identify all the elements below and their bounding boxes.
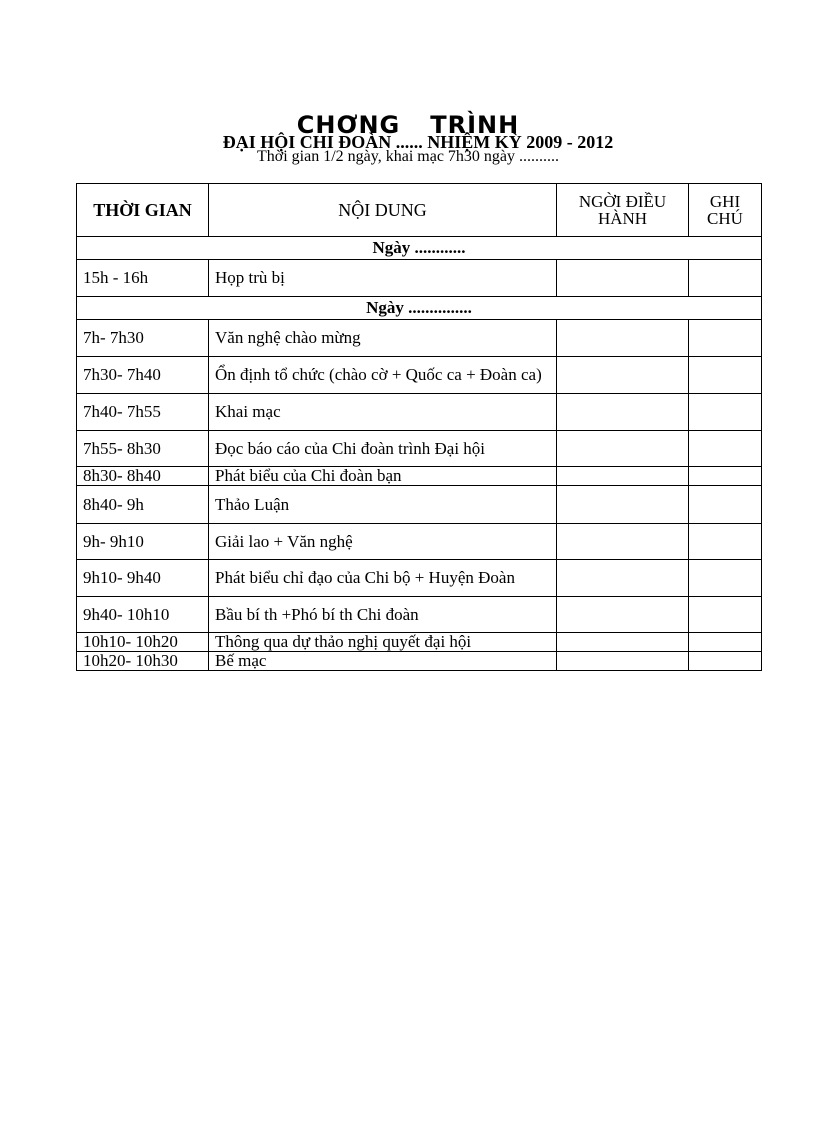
title-word-2: TRÌNH: [430, 111, 520, 139]
note-cell: [689, 320, 762, 357]
content-cell: Phát biểu của Chi đoàn bạn: [209, 467, 557, 486]
table-row: [77, 486, 762, 524]
column-header-operator: [557, 184, 689, 237]
table-row: [77, 260, 762, 297]
operator-cell: [557, 633, 689, 652]
note-cell: [689, 486, 762, 524]
time-cell: 9h10- 9h40: [77, 560, 209, 597]
note-cell: [689, 597, 762, 633]
table-row: [77, 633, 762, 652]
table-row: [77, 467, 762, 486]
time-cell: 8h40- 9h: [77, 486, 209, 524]
note-cell: [689, 633, 762, 652]
time-cell: 9h40- 10h10: [77, 597, 209, 633]
time-cell: 10h20- 10h30: [77, 652, 209, 671]
note-cell: [689, 394, 762, 431]
time-info: Thời gian 1/2 ngày, khai mạc 7h30 ngày ..........: [256, 148, 560, 165]
column-header-note-line2: CHÚ: [707, 209, 743, 228]
table-row: [77, 524, 762, 560]
column-header-operator-line1: NGỜI ĐIỀU: [578, 192, 667, 211]
time-cell: 7h55- 8h30: [77, 431, 209, 467]
operator-cell: [557, 357, 689, 394]
content-cell: Bế mạc: [209, 652, 557, 671]
operator-cell: [557, 394, 689, 431]
operator-cell: [557, 431, 689, 467]
time-cell: 7h40- 7h55: [77, 394, 209, 431]
day-label: Ngày ............: [77, 237, 762, 260]
content-cell: Bầu bí th +Phó bí th Chi đoàn: [209, 597, 557, 633]
table-row: [77, 320, 762, 357]
content-cell: Thảo Luận: [209, 486, 557, 524]
note-cell: [689, 260, 762, 297]
time-cell: 7h30- 7h40: [77, 357, 209, 394]
column-header-note-line1: GHI: [709, 192, 741, 211]
table-row: [77, 357, 762, 394]
title-word-1: CHƠNG: [296, 111, 401, 139]
day-label: Ngày ...............: [77, 297, 762, 320]
time-cell: 10h10- 10h20: [77, 633, 209, 652]
content-cell: Văn nghệ chào mừng: [209, 320, 557, 357]
content-cell: Thông qua dự thảo nghị quyết đại hội: [209, 633, 557, 652]
table-row: [77, 560, 762, 597]
day-row: [77, 237, 762, 260]
operator-cell: [557, 652, 689, 671]
table-row: [77, 394, 762, 431]
content-cell: Khai mạc: [209, 394, 557, 431]
note-cell: [689, 652, 762, 671]
operator-cell: [557, 486, 689, 524]
time-cell: 15h - 16h: [77, 260, 209, 297]
column-header-note: [689, 184, 762, 237]
operator-cell: [557, 467, 689, 486]
content-cell: Họp trù bị: [209, 260, 557, 297]
operator-cell: [557, 260, 689, 297]
table-header-row: [77, 184, 762, 237]
note-cell: [689, 560, 762, 597]
note-cell: [689, 357, 762, 394]
program-table: [76, 183, 762, 671]
operator-cell: [557, 597, 689, 633]
time-cell: 8h30- 8h40: [77, 467, 209, 486]
operator-cell: [557, 560, 689, 597]
table-row: [77, 652, 762, 671]
note-cell: [689, 467, 762, 486]
time-cell: 9h- 9h10: [77, 524, 209, 560]
column-header-content: NỘI DUNG: [209, 184, 557, 237]
day-row: [77, 297, 762, 320]
content-cell: Phát biểu chỉ đạo của Chi bộ + Huyện Đoàn: [209, 560, 557, 597]
page-subtitle: ĐẠI HỘI CHI ĐOÀN ...... NHIỆM KỲ 2009 - 2012: [222, 132, 614, 152]
table-row: [77, 597, 762, 633]
time-cell: 7h- 7h30: [77, 320, 209, 357]
table-row: [77, 431, 762, 467]
content-cell: Ổn định tổ chức (chào cờ + Quốc ca + Đoàn ca): [209, 357, 557, 394]
content-cell: Đọc báo cáo của Chi đoàn trình Đại hội: [209, 431, 557, 467]
operator-cell: [557, 524, 689, 560]
content-cell: Giải lao + Văn nghệ: [209, 524, 557, 560]
note-cell: [689, 431, 762, 467]
column-header-operator-line2: HÀNH: [597, 209, 648, 228]
note-cell: [689, 524, 762, 560]
column-header-time: THỜI GIAN: [77, 184, 209, 237]
operator-cell: [557, 320, 689, 357]
